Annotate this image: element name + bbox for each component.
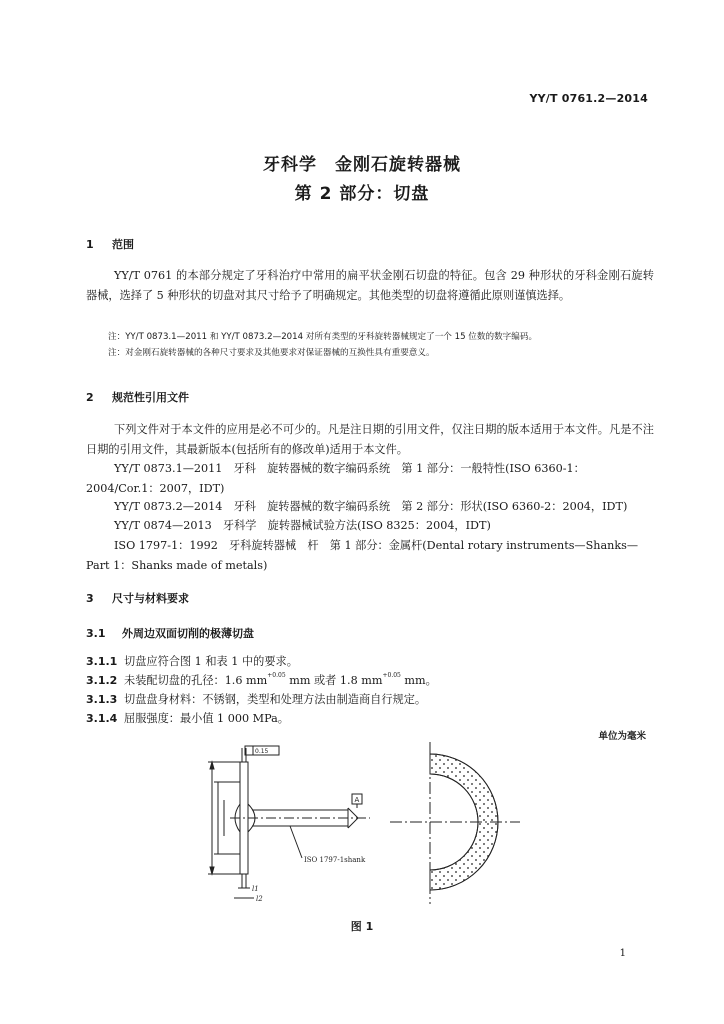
reference-item: YY/T 0873.2—2014 牙科 旋转器械的数字编码系统 第 2 部分：形状(ISO 6360-2：2004，IDT) (114, 500, 628, 513)
section-number: 3 (86, 592, 94, 605)
tolerance-value: 0.15 (255, 748, 269, 755)
subsection-number: 3.1 (86, 627, 106, 640)
disc-side-view (208, 746, 370, 898)
section-title: 尺寸与材料要求 (112, 592, 189, 605)
clause-text: 切盘应符合图 1 和表 1 中的要求。 (124, 655, 298, 668)
clause-3-1-1 (86, 652, 298, 671)
clause-3-1-2 (86, 671, 437, 690)
document-title: 牙科学 金刚石旋转器械 (263, 155, 461, 175)
section-number: 2 (86, 391, 94, 404)
datum-label: A (354, 796, 360, 804)
dimension-l1: l1 (252, 885, 259, 893)
shank-label: ISO 1797-1shank (304, 856, 366, 864)
subsection-heading (86, 625, 254, 641)
scope-paragraph: YY/T 0761 的本部分规定了牙科治疗中常用的扁平状金刚石切盘的特征。包含 29 种形状的牙科金刚石旋转器械，选择了 5 种形状的切盘对其尺寸给予了明确规定。其他类型的切盘将遵循此原则谨慎选择。 (86, 269, 654, 302)
section-heading-references (86, 389, 189, 405)
clause-text: mm。 (400, 674, 437, 687)
scope-note-2: 注：对金刚石旋转器械的各种尺寸要求及其他要求对保证器械的互换性具有重要意义。 (108, 348, 435, 358)
page-number: 1 (619, 948, 626, 959)
clause-3-1-3 (86, 690, 426, 709)
tolerance-upper: +0.05 (382, 672, 401, 680)
clause-text: 切盘盘身材料：不锈钢，类型和处理方法由制造商自行规定。 (124, 693, 427, 706)
disc-front-view (390, 742, 520, 904)
figure-1-drawing (190, 742, 540, 916)
section-heading-requirements (86, 590, 189, 606)
standard-number: YY/T 0761.2—2014 (529, 92, 648, 105)
scope-note-1: 注：YY/T 0873.1—2011 和 YY/T 0873.2—2014 对所有类型的牙科旋转器械规定了一个 15 位数的数字编码。 (108, 332, 538, 342)
section-number: 1 (86, 238, 94, 251)
section-title: 范围 (112, 238, 134, 251)
clause-text: 未装配切盘的孔径：1.6 mm (124, 674, 268, 687)
document-subtitle: 第 2 部分：切盘 (294, 184, 430, 204)
clause-text: 屈服强度：最小值 1 000 MPa。 (124, 712, 289, 725)
clause-text: mm 或者 1.8 mm (285, 674, 383, 687)
figure-caption: 图 1 (350, 920, 374, 933)
clause-3-1-4 (86, 709, 289, 728)
section-title: 规范性引用文件 (112, 391, 189, 404)
tolerance-upper: +0.05 (267, 672, 286, 680)
dimension-l2: l2 (256, 895, 263, 903)
clause-number: 3.1.4 (86, 712, 118, 725)
subsection-title: 外周边双面切削的极薄切盘 (122, 627, 254, 640)
reference-item: YY/T 0873.1—2011 牙科 旋转器械的数字编码系统 第 1 部分：一般特性(ISO 6360-1：2004/Cor.1：2007，IDT) (86, 462, 585, 495)
reference-item: YY/T 0874—2013 牙科学 旋转器械试验方法(ISO 8325：2004，IDT) (114, 519, 491, 532)
references-paragraph: 下列文件对于本文件的应用是必不可少的。凡是注日期的引用文件，仅注日期的版本适用于本文件。凡是不注日期的引用文件，其最新版本(包括所有的修改单)适用于本文件。 (86, 423, 654, 456)
clause-number: 3.1.1 (86, 655, 118, 668)
clause-number: 3.1.2 (86, 674, 118, 687)
reference-item: ISO 1797-1：1992 牙科旋转器械 杆 第 1 部分：金属杆(Dental rotary instruments—Shanks—Part 1：Shanks made of metals) (86, 539, 639, 572)
unit-note: 单位为毫米 (598, 731, 646, 742)
section-heading-scope (86, 236, 134, 252)
clause-number: 3.1.3 (86, 693, 118, 706)
